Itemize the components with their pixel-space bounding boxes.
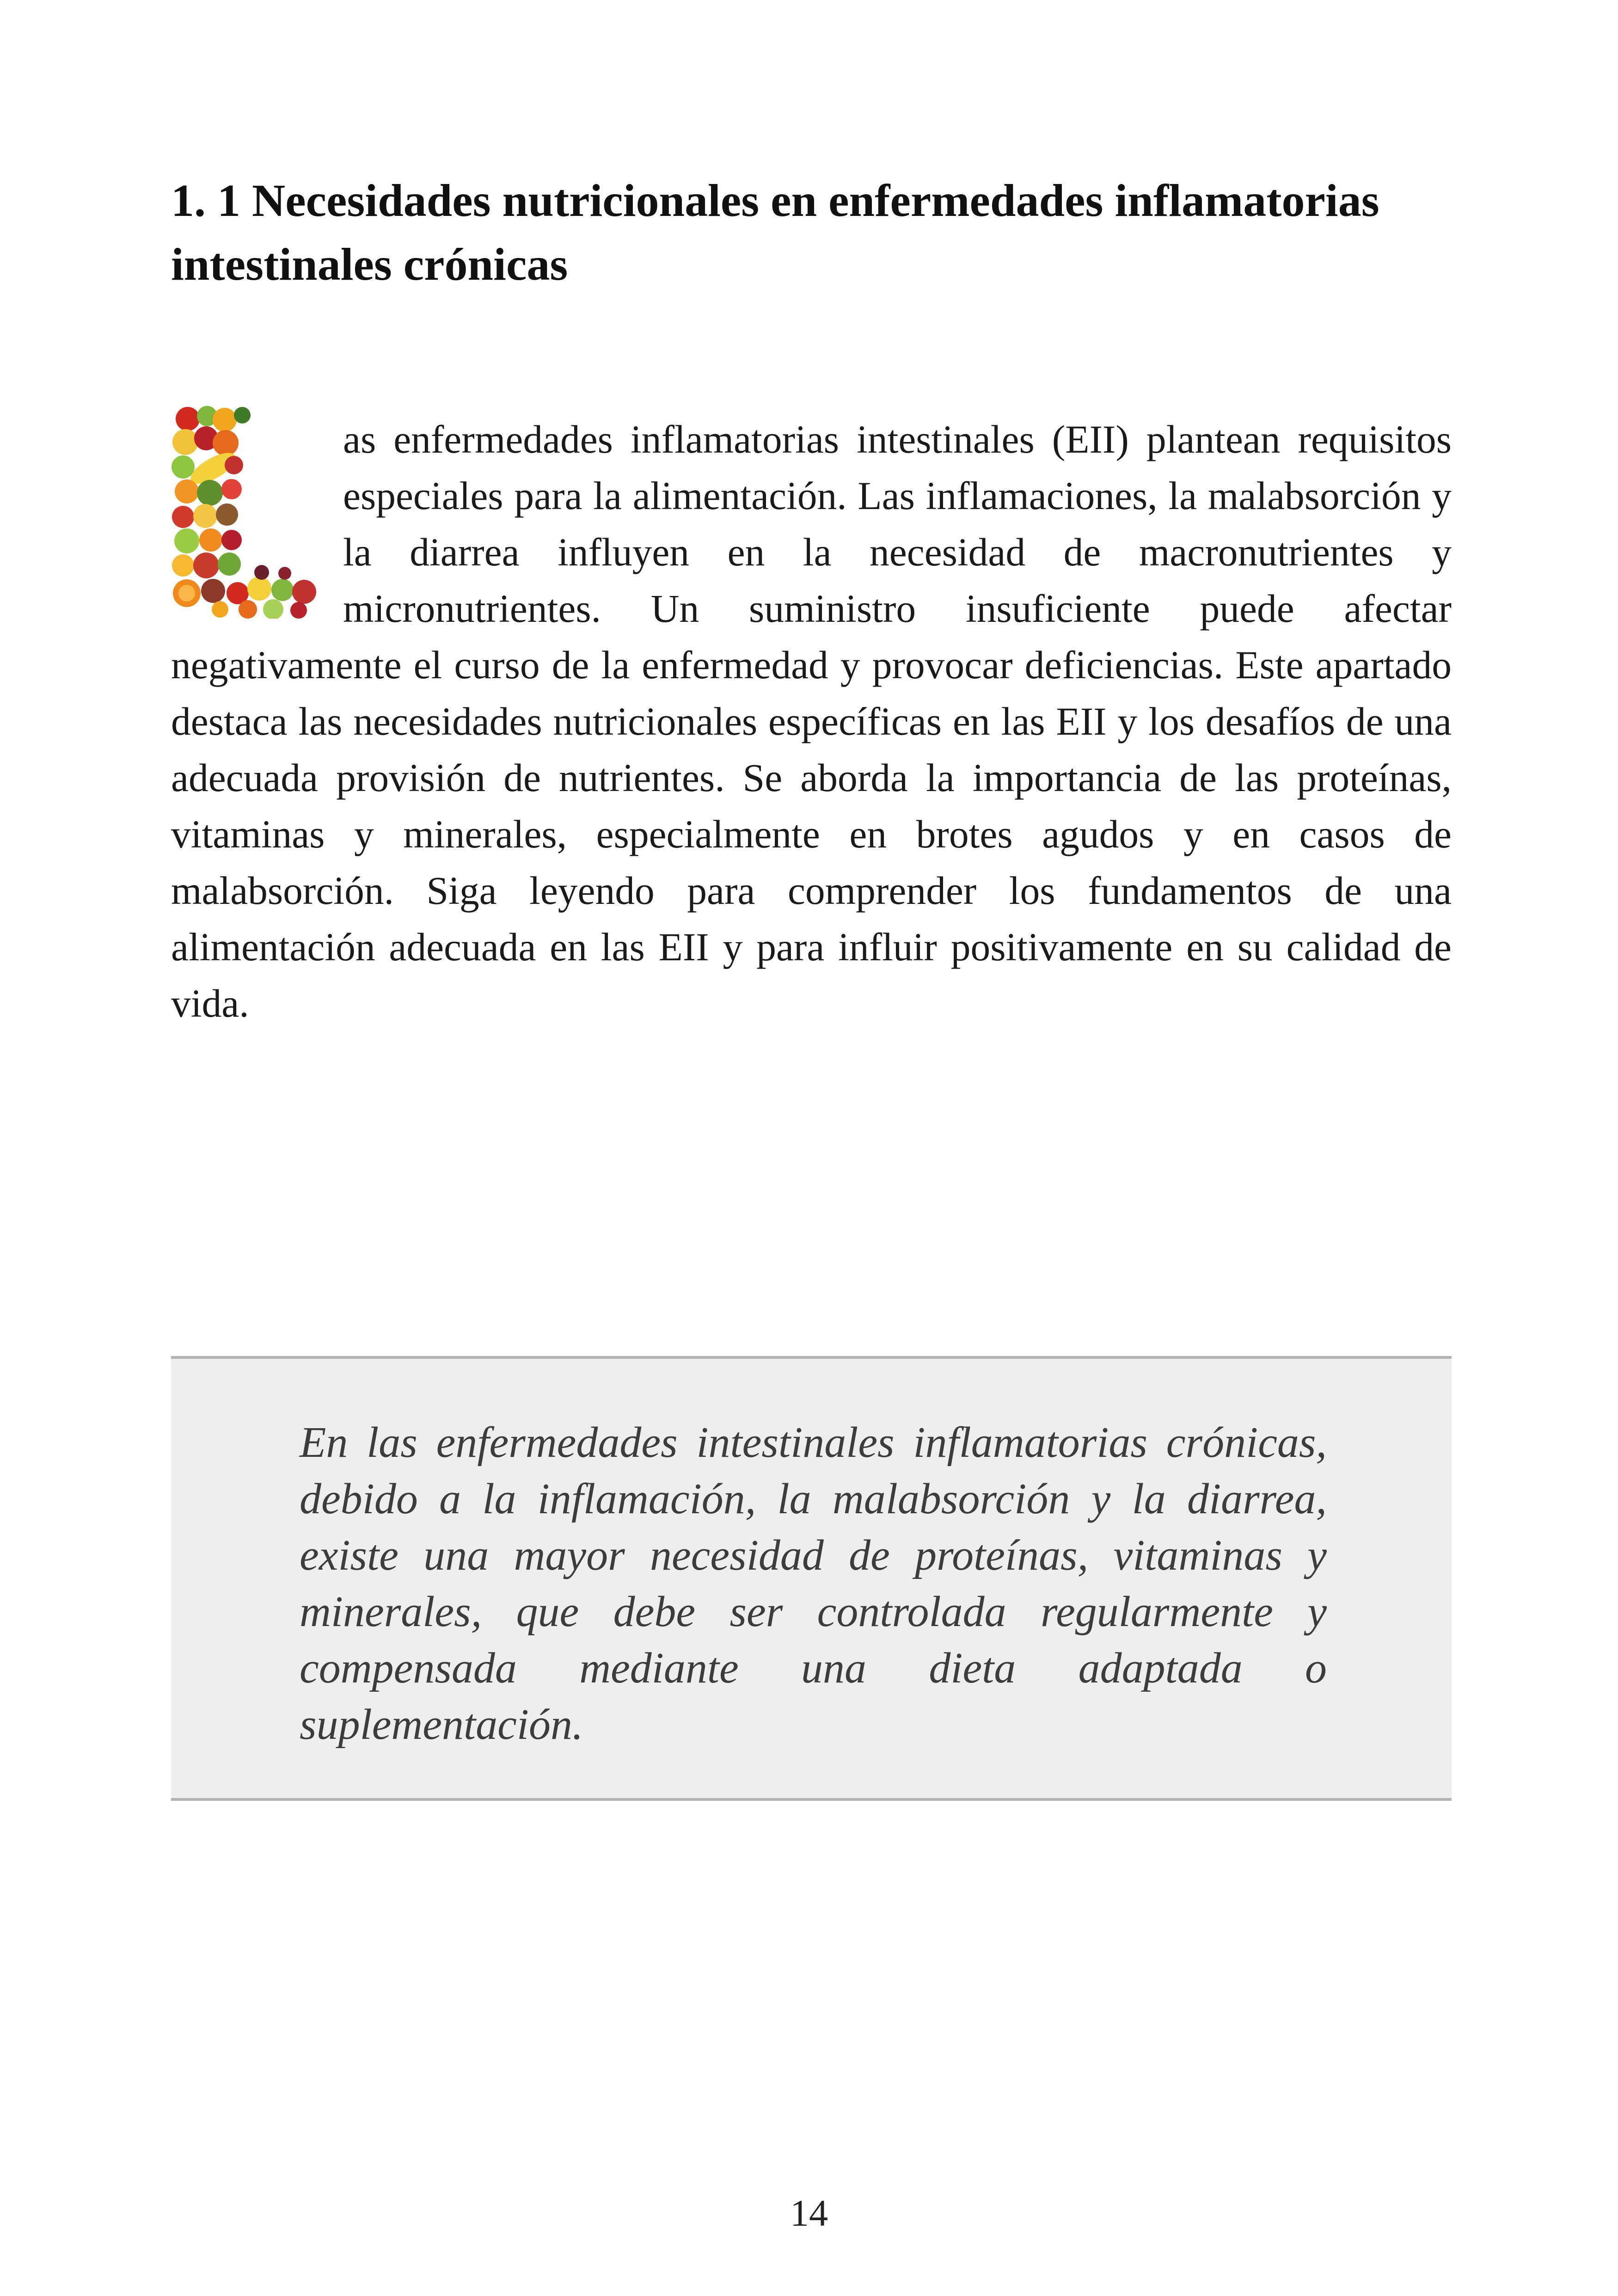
- intro-paragraph: [171, 411, 1452, 1032]
- dropcap-space: [171, 415, 343, 632]
- callout-text: En las enfermedades intestinales inflamatorias crónicas, debido a la inflamación, la malabsorción y la diarrea, existe una mayor necesidad de proteínas, vitaminas y minerales, que debe ser controlada regularmente y compensada mediante una dieta adaptada o suplementación.: [300, 1418, 1327, 1749]
- section-heading: 1. 1 Necesidades nutricionales en enfermedades inflamatorias intestinales crónicas: [171, 175, 1379, 290]
- page-number: 14: [790, 2192, 828, 2234]
- intro-paragraph-text: as enfermedades inflamatorias intestinales (EII) plantean requisitos especiales para la alimentación. Las inflamaciones, la malabsorción y la diarrea influyen en la necesidad de macronutrientes y micronutrientes. Un suministro insuficiente puede afectar negativamente el curso de la enfermedad y provocar deficiencias. Este apartado destaca las necesidades nutricionales específicas en las EII y los desafíos de una adecuada provisión de nutrientes. Se aborda la importancia de las proteínas, vitaminas y minerales, especialmente en brotes agudos y en casos de malabsorción. Siga leyendo para comprender los fundamentos de una alimentación adecuada en las EII y para influir positivamente en su calidad de vida.: [171, 418, 1452, 1025]
- key-point-callout: [171, 1356, 1452, 1801]
